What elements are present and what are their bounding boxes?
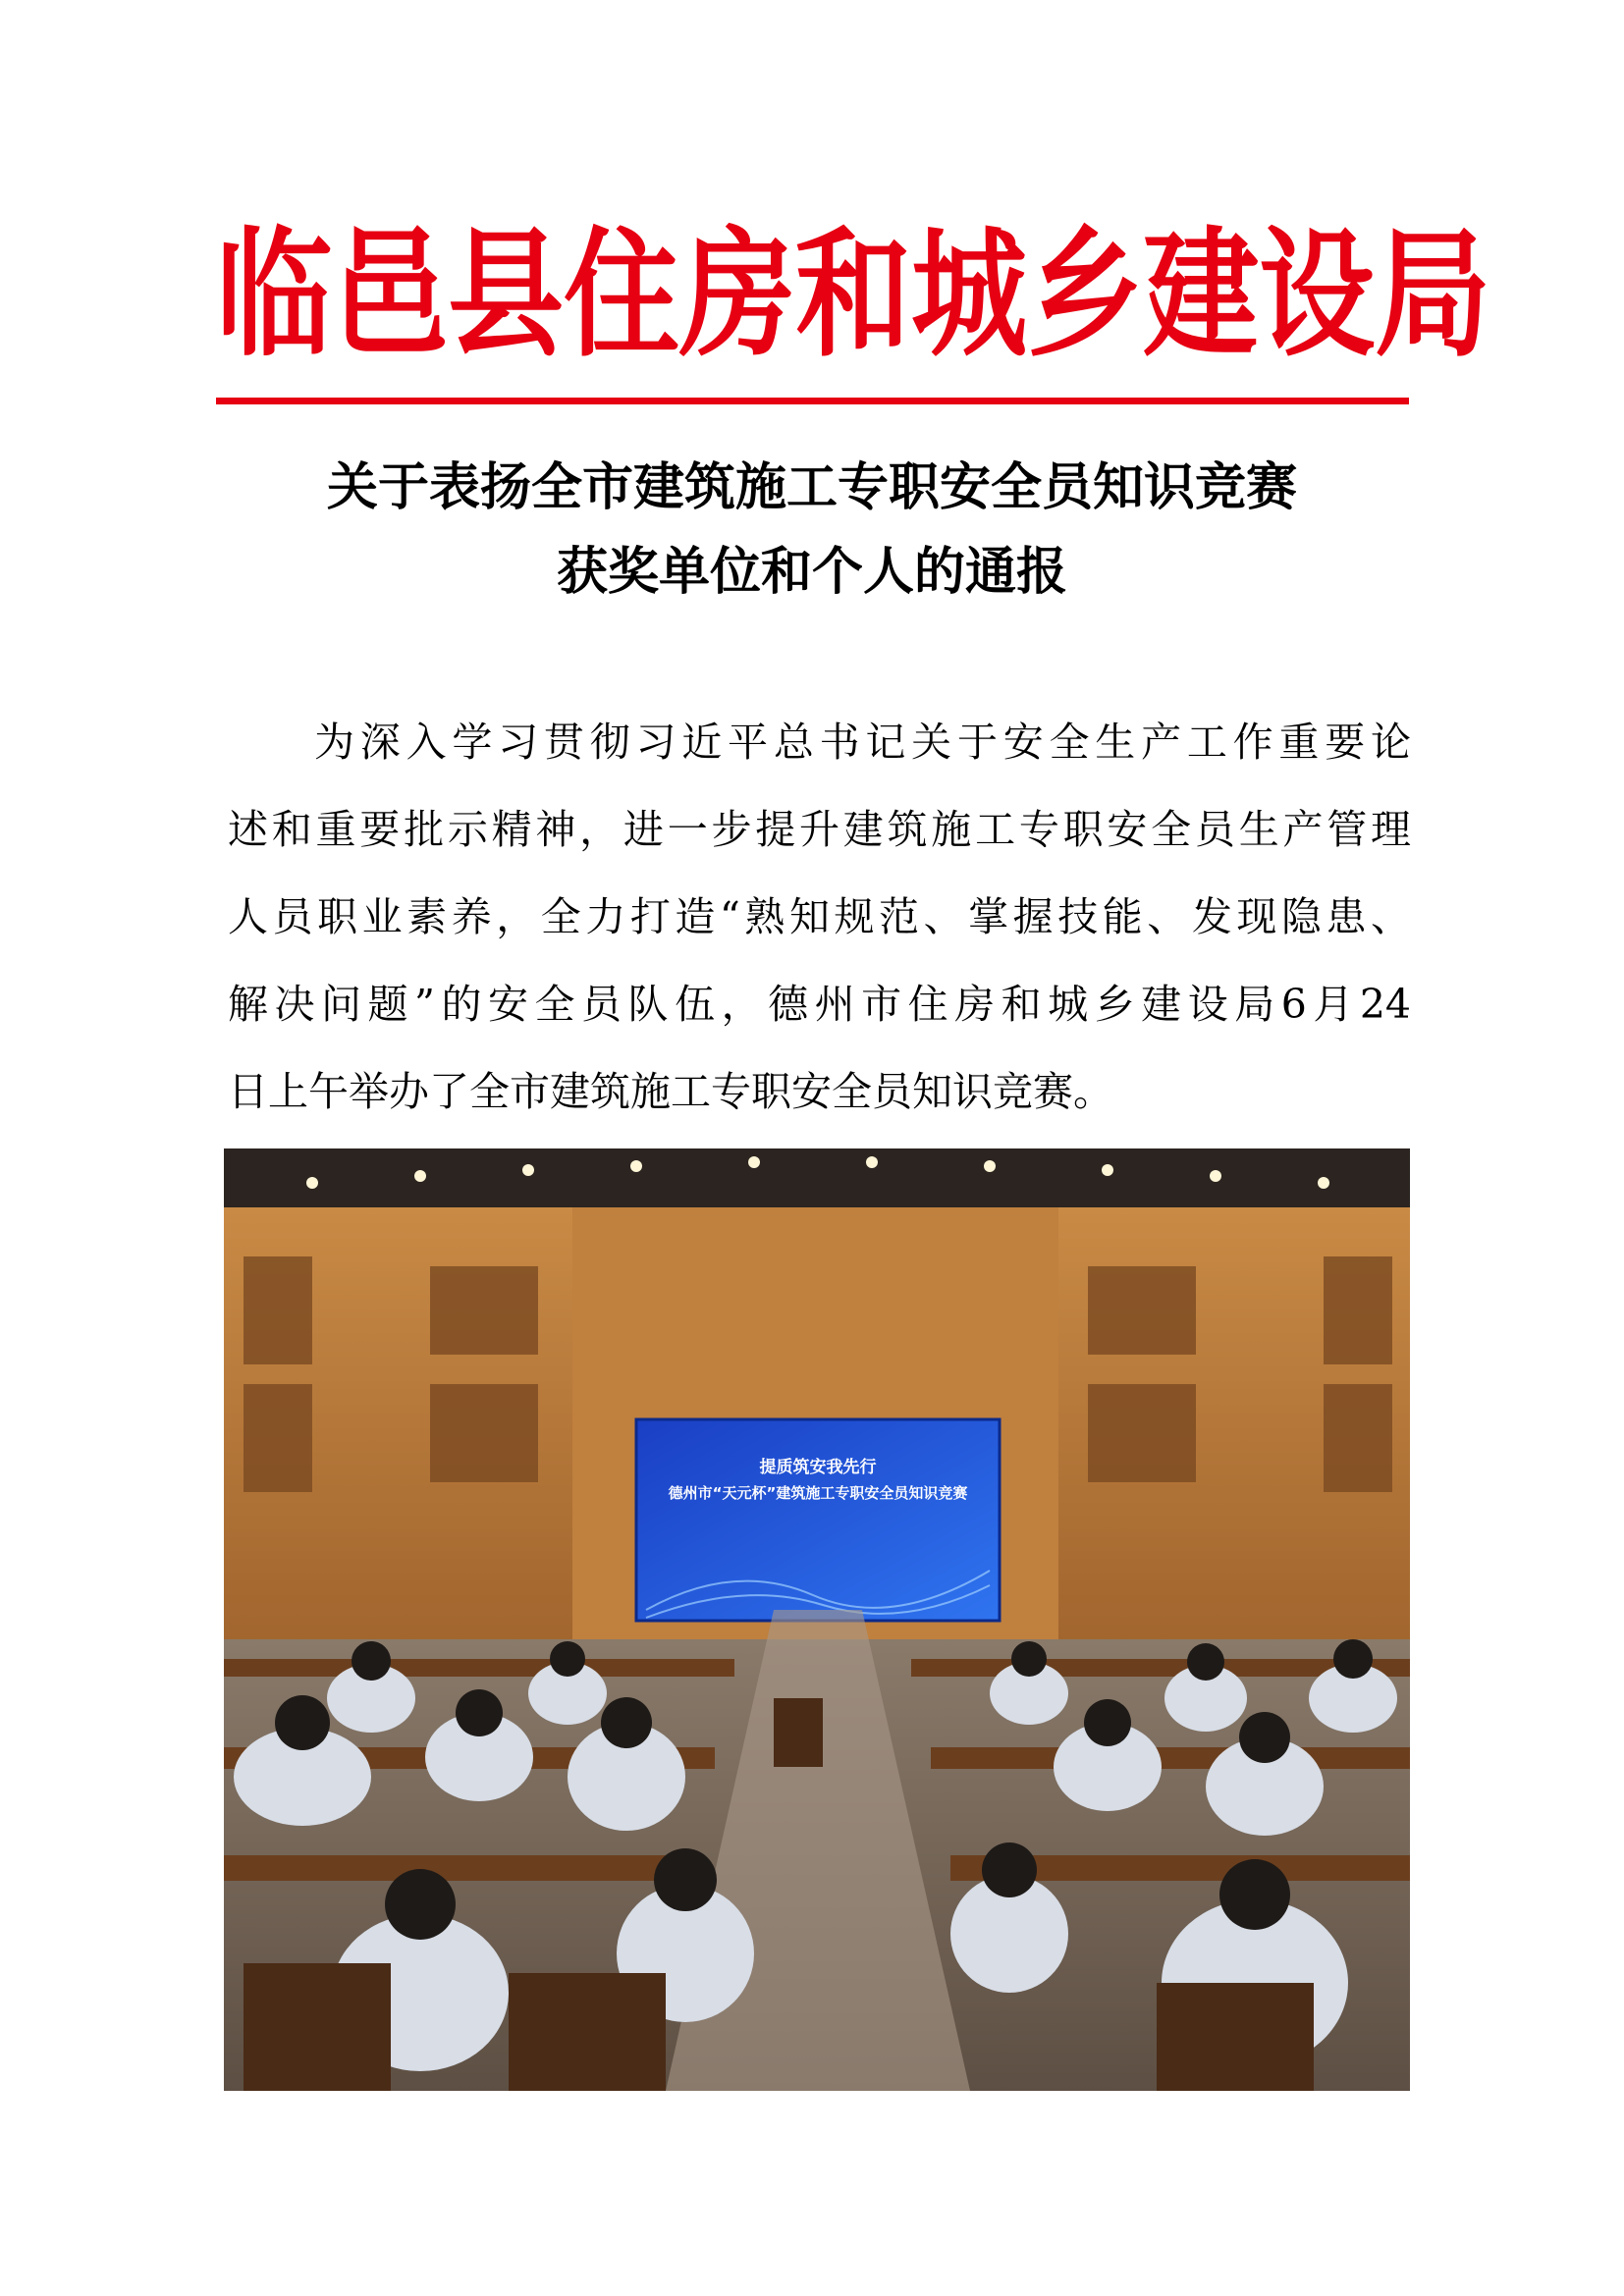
issuing-organization-title bbox=[216, 213, 1491, 376]
body-text-line: 解决问题”的安全员队伍，德州市住房和城乡建设局6月24 bbox=[228, 981, 1411, 1028]
org-char: 设 bbox=[1259, 213, 1376, 376]
body-text-line: 人员职业素养，全力打造“熟知规范、掌握技能、发现隐患、 bbox=[228, 893, 1411, 940]
org-char: 县 bbox=[448, 213, 565, 376]
document-title-line-1: 关于表扬全市建筑施工专职安全员知识竞赛 bbox=[326, 458, 1297, 517]
org-char: 房 bbox=[679, 213, 796, 376]
body-text-line: 述和重要批示精神，进一步提升建筑施工专职安全员生产管理 bbox=[228, 806, 1411, 853]
event-photo bbox=[224, 1148, 1410, 2091]
org-char: 局 bbox=[1375, 213, 1491, 376]
org-char: 住 bbox=[564, 213, 680, 376]
org-char: 建 bbox=[1143, 213, 1260, 376]
org-char: 和 bbox=[795, 213, 912, 376]
org-char: 临 bbox=[216, 213, 333, 376]
body-text-line: 为深入学习贯彻习近平总书记关于安全生产工作重要论 bbox=[314, 719, 1411, 766]
org-char: 乡 bbox=[1027, 213, 1144, 376]
body-text-line: 日上午举办了全市建筑施工专职安全员知识竞赛。 bbox=[228, 1068, 1113, 1115]
document-title-line-2: 获奖单位和个人的通报 bbox=[556, 543, 1067, 602]
red-divider-line bbox=[216, 398, 1409, 404]
screen-headline: 提质筑安我先行 bbox=[759, 1458, 877, 1477]
screen-subtitle: 德州市“天元杯”建筑施工专职安全员知识竞赛 bbox=[668, 1484, 968, 1502]
org-char: 城 bbox=[911, 213, 1028, 376]
org-char: 邑 bbox=[332, 213, 449, 376]
